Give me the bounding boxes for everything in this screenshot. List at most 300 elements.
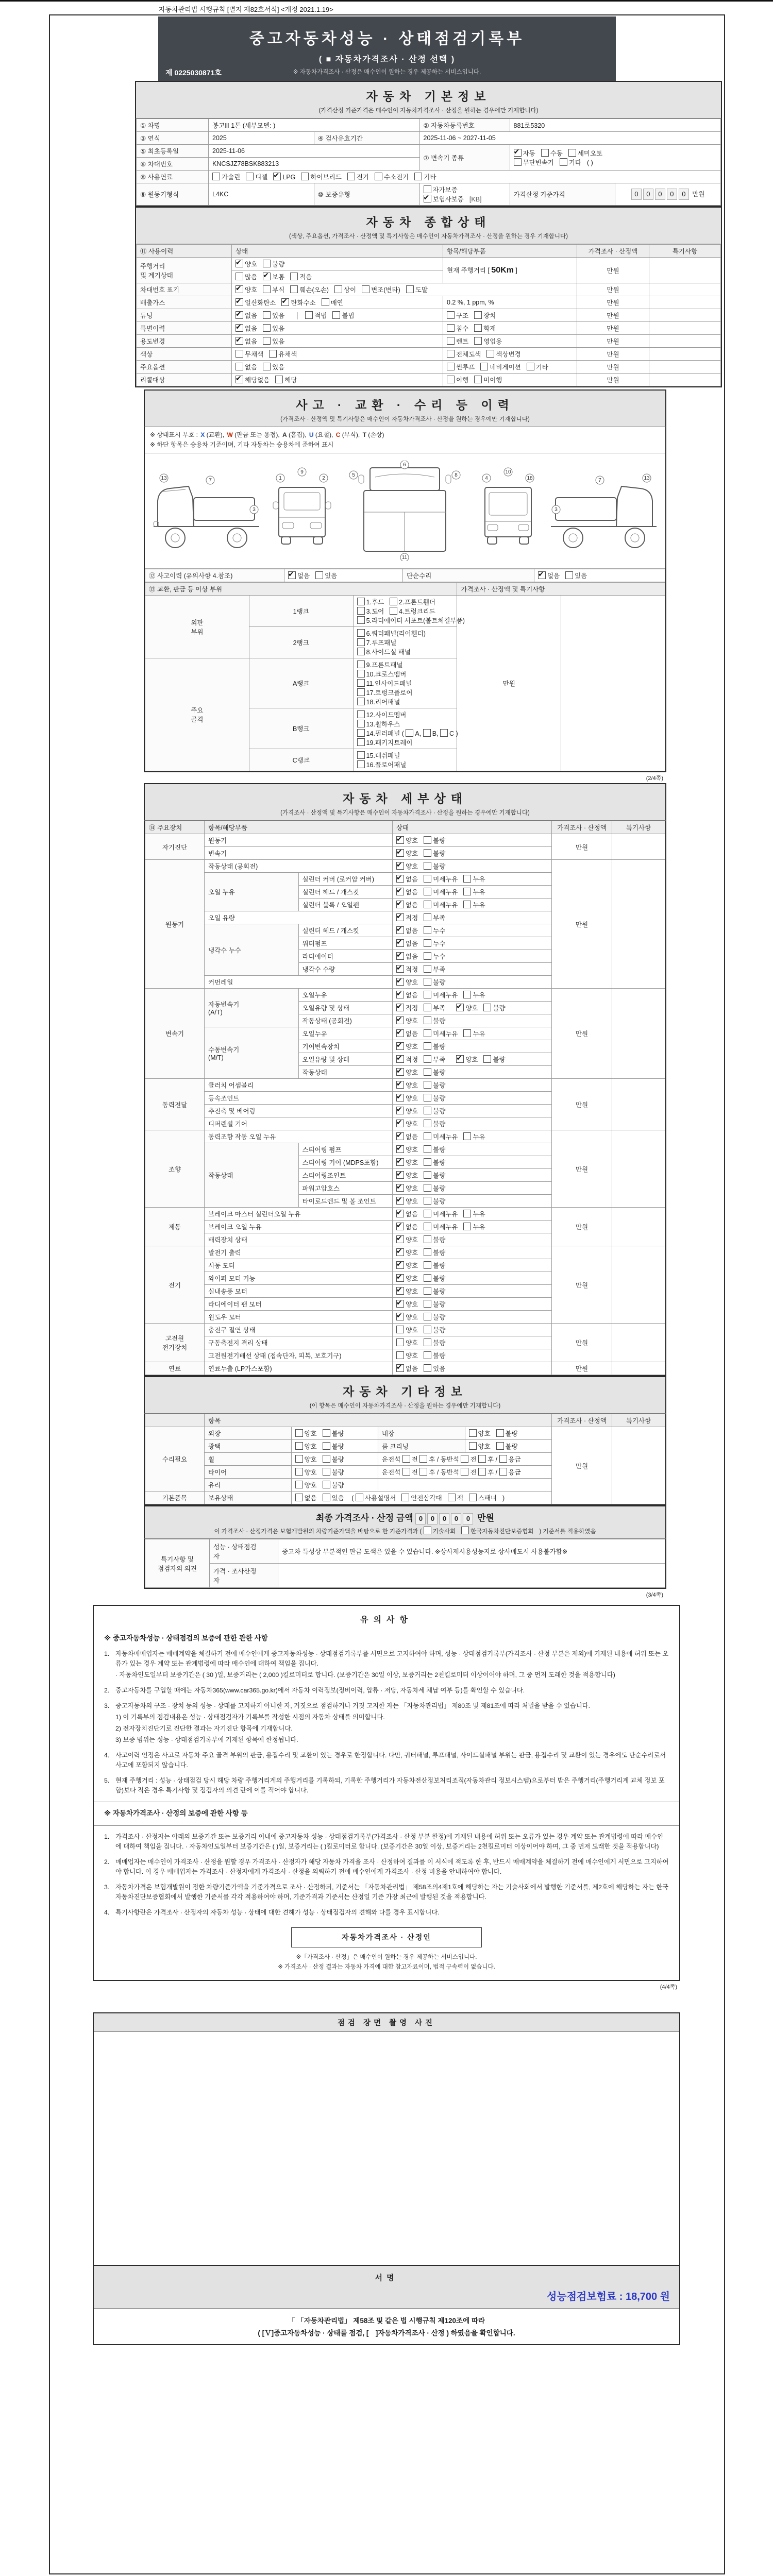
option-label: 썬루프 — [456, 364, 475, 371]
checkbox-양호[interactable] — [396, 1274, 404, 1282]
checkbox-양호[interactable] — [396, 1184, 404, 1192]
option-label: 없음 — [406, 1211, 418, 1218]
checkbox-한국자동차진단보증협회[interactable] — [461, 1527, 469, 1534]
checkbox-양호[interactable] — [396, 1158, 404, 1166]
checkbox-8.사이드실 패널[interactable] — [357, 648, 365, 655]
checkbox-불량[interactable] — [496, 1429, 504, 1437]
damage-remark — [561, 596, 665, 771]
checkbox-적정[interactable] — [396, 1004, 404, 1011]
checkbox-없음[interactable] — [396, 952, 404, 960]
checkbox-부족[interactable] — [424, 965, 431, 973]
checkbox-양호[interactable] — [396, 978, 404, 986]
checkbox-양호[interactable] — [396, 1094, 404, 1101]
checkbox-양호[interactable] — [396, 1287, 404, 1295]
checkbox-일산화탄소[interactable] — [236, 298, 243, 306]
part-8.사이드실 패널 — [357, 647, 411, 656]
checkbox-6.쿼터패널(리어휀더)[interactable] — [357, 629, 365, 637]
checkbox-불량[interactable] — [496, 1442, 504, 1450]
checkbox-4.트렁크리드[interactable] — [390, 607, 397, 615]
damage-title: ⑬ 교환, 판금 등 이상 부위 — [145, 583, 457, 596]
checkbox-전[interactable] — [402, 1468, 410, 1476]
checkbox-기타[interactable] — [527, 363, 534, 370]
checkbox-불량[interactable] — [424, 1068, 431, 1076]
checkbox-침수[interactable] — [447, 324, 455, 332]
checkbox-불량[interactable] — [424, 978, 431, 986]
checkbox-양호[interactable] — [469, 1429, 477, 1437]
checkbox-불량[interactable] — [424, 1184, 431, 1192]
checkbox-렌트[interactable] — [447, 337, 455, 345]
code-letter-W: W — [227, 431, 233, 438]
part-label: 6.쿼터패널(리어휀더) — [366, 630, 426, 637]
checkbox-불량[interactable] — [424, 1197, 431, 1205]
checkbox-양호[interactable] — [469, 1442, 477, 1450]
signer-notes — [104, 1953, 669, 1972]
checkbox-양호[interactable] — [396, 1120, 404, 1127]
checkbox-16.플로어패널[interactable] — [357, 760, 365, 768]
option-변조(변타) — [362, 285, 400, 294]
checkbox-스패너[interactable] — [469, 1494, 477, 1501]
year-value: 2025 — [209, 132, 314, 145]
part-3.도어 — [357, 606, 384, 616]
checkbox-14.필러패널[interactable] — [357, 729, 365, 737]
device-price: 만원 — [552, 989, 612, 1079]
confirmation-statement — [94, 2309, 679, 2344]
option-label: 누유 — [473, 902, 485, 909]
checkbox-부족[interactable] — [424, 1055, 431, 1063]
checkbox-부족[interactable] — [424, 913, 431, 921]
checkbox-양호[interactable] — [295, 1468, 303, 1476]
checkbox-양호[interactable] — [396, 1197, 404, 1205]
device-state — [393, 1130, 552, 1143]
checkbox-무단변속기[interactable] — [514, 158, 522, 166]
option-label: 미세누유 — [433, 1224, 458, 1231]
option-디젤 — [246, 172, 267, 181]
checkbox-없음[interactable] — [396, 1029, 404, 1037]
checkbox-전[interactable] — [461, 1468, 468, 1476]
checkbox-양호[interactable] — [396, 1171, 404, 1179]
option-label: 없음 — [245, 364, 258, 371]
checkbox-불량[interactable] — [424, 849, 431, 857]
checkbox-불량[interactable] — [424, 1235, 431, 1243]
document-frame — [49, 14, 725, 2574]
checkbox-기술사회[interactable] — [424, 1527, 431, 1534]
checkbox-적법[interactable] — [305, 311, 313, 319]
checkbox-해당[interactable] — [275, 376, 283, 383]
checkbox-전기[interactable] — [347, 173, 355, 180]
option-label: 미세누유 — [433, 992, 458, 999]
checkbox-양호[interactable] — [396, 1107, 404, 1114]
checkbox-13.휠하우스[interactable] — [357, 720, 365, 727]
reg-no-label: ② 자동차등록번호 — [419, 119, 510, 132]
checkbox-양호[interactable] — [295, 1455, 303, 1463]
option-양호 — [396, 977, 418, 987]
checkbox-양호[interactable] — [396, 1016, 404, 1024]
checkbox-없음[interactable] — [236, 363, 243, 370]
checkbox-없음[interactable] — [288, 571, 296, 579]
device-state — [393, 1182, 552, 1195]
option-label: 양호 — [406, 1121, 418, 1128]
device-state — [393, 1221, 552, 1233]
checkbox-불량[interactable] — [424, 1171, 431, 1179]
checkbox-3.도어[interactable] — [357, 607, 365, 615]
item-text — [115, 1649, 669, 1680]
checkbox-불량[interactable] — [424, 862, 431, 870]
device-item: 등속조인트 — [205, 1092, 393, 1105]
checkbox-없음[interactable] — [396, 875, 404, 883]
year-label: ③ 연식 — [137, 132, 209, 145]
checkbox-불량[interactable] — [323, 1455, 330, 1463]
insurance-fee: 성능점검보험료 : 18,700 원 — [546, 2291, 670, 2302]
part-label: 3.도어 — [366, 608, 384, 615]
checkbox-기타[interactable] — [414, 173, 422, 180]
checkbox-없음[interactable] — [236, 311, 243, 319]
option-양호 — [396, 1093, 418, 1103]
checkbox-장치[interactable] — [474, 311, 482, 319]
checkbox-양호[interactable] — [236, 285, 243, 293]
wheel-token: 전 — [411, 1469, 420, 1476]
option-누유 — [463, 1222, 485, 1231]
checkbox-없음[interactable] — [295, 1494, 303, 1501]
checkbox-있음[interactable] — [424, 1364, 431, 1372]
checkbox-미세누유[interactable] — [424, 875, 431, 883]
option-양호 — [396, 1248, 418, 1257]
checkbox-양호[interactable] — [396, 1338, 404, 1346]
vehicle-view-side-left — [148, 461, 264, 561]
checkbox-후[interactable] — [478, 1455, 486, 1463]
checkbox-후[interactable] — [419, 1468, 427, 1476]
notice1-item-3 — [104, 1701, 669, 1745]
device-state — [393, 860, 552, 873]
checkbox-후[interactable] — [478, 1468, 486, 1476]
device-group-원동기: 원동기 — [145, 860, 205, 989]
checkbox-있음[interactable] — [323, 1494, 330, 1501]
checkbox-불량[interactable] — [424, 1107, 431, 1114]
checkbox-불량[interactable] — [424, 1338, 431, 1346]
checkbox-양호[interactable] — [396, 849, 404, 857]
notice1-item-2 — [104, 1686, 669, 1696]
option-label: 있음 — [433, 1365, 446, 1372]
part-13.휠하우스 — [357, 719, 400, 728]
checkbox-없음[interactable] — [396, 1364, 404, 1372]
checkbox-미세누유[interactable] — [424, 1029, 431, 1037]
checkbox-5.라디에이터 서포트(볼트체결부품)[interactable] — [357, 616, 365, 624]
option-label: 화재 — [483, 325, 496, 332]
checkbox-11.인사이드패널[interactable] — [357, 679, 365, 687]
checkbox-변조(변타)[interactable] — [362, 285, 369, 293]
checkbox-사용설명서[interactable] — [356, 1494, 363, 1501]
checkbox-부족[interactable] — [424, 1004, 431, 1011]
checkbox-훼손(오손)[interactable] — [290, 285, 298, 293]
checkbox-수소전기[interactable] — [375, 173, 382, 180]
option-세미오토 — [568, 148, 602, 158]
option-양호 — [396, 1338, 418, 1347]
checkbox-이행[interactable] — [447, 376, 455, 383]
etc-label-광택: 광택 — [205, 1440, 292, 1453]
checkbox-잭[interactable] — [448, 1494, 456, 1501]
option-label: 불법 — [342, 312, 355, 319]
option-label: 침수 — [456, 325, 469, 332]
checkbox-상이[interactable] — [334, 285, 342, 293]
checkbox-누유[interactable] — [463, 888, 471, 895]
checkbox-18.리어패널[interactable] — [357, 698, 365, 705]
price-digit: 0 — [667, 189, 677, 200]
checkbox-불량[interactable] — [323, 1468, 330, 1476]
device-item: 추진축 및 베어링 — [205, 1105, 393, 1117]
checkbox-9.프론트패널[interactable] — [357, 660, 365, 668]
option-label: 양호 — [304, 1456, 317, 1463]
option-label: 불량 — [433, 1095, 446, 1102]
page-note: ※ 자동차가격조사 · 산정은 매수인이 원하는 경우 제공하는 서비스입니다. — [293, 69, 481, 75]
checkbox-7.루프패널[interactable] — [357, 638, 365, 646]
checkbox-전[interactable] — [402, 1455, 410, 1463]
vin-value: KNCSJZ78BSK883213 — [209, 158, 420, 171]
checkbox-불량[interactable] — [483, 1055, 491, 1063]
checkbox-누수[interactable] — [424, 952, 431, 960]
checkbox-없음[interactable] — [538, 571, 546, 579]
part-label: 11.인사이드패널 — [366, 680, 412, 687]
checkbox-있음[interactable] — [315, 571, 323, 579]
checkbox-양호[interactable] — [456, 1004, 464, 1011]
option-label: LPG — [282, 174, 296, 181]
diagram-part-number-10 — [504, 468, 512, 476]
checkbox-없음[interactable] — [236, 337, 243, 345]
checkbox-불량[interactable] — [424, 836, 431, 844]
checkbox-양호[interactable] — [396, 1235, 404, 1243]
option-label: 있음 — [331, 1495, 344, 1502]
option-미세누유 — [424, 874, 458, 884]
checkbox-썬루프[interactable] — [447, 363, 455, 370]
row-label-주요옵션: 주요옵션 — [137, 361, 232, 374]
diagram-part-number-13 — [160, 474, 168, 482]
checkbox-있음[interactable] — [263, 311, 271, 319]
checkbox-10.크로스멤버[interactable] — [357, 670, 365, 677]
checkbox-응급[interactable] — [499, 1455, 507, 1463]
checkbox-미세누유[interactable] — [424, 888, 431, 895]
checkbox-불량[interactable] — [424, 1016, 431, 1024]
option-불량 — [323, 1442, 344, 1451]
option-양호 — [396, 1067, 418, 1077]
checkbox-양호[interactable] — [396, 862, 404, 870]
checkbox-디젤[interactable] — [246, 173, 254, 180]
checkbox-15.대쉬패널[interactable] — [357, 751, 365, 759]
checkbox-불량[interactable] — [323, 1442, 330, 1450]
checkbox-있음[interactable] — [263, 324, 271, 332]
checkbox-매연[interactable] — [322, 298, 329, 306]
checkbox-무채색[interactable] — [236, 350, 243, 358]
checkbox-불량[interactable] — [483, 1004, 491, 1011]
part-label: 7.루프패널 — [366, 639, 397, 647]
option-영업용 — [474, 336, 502, 346]
part-label: 12.사이드멤버 — [366, 711, 407, 719]
checkbox-양호[interactable] — [396, 1300, 404, 1308]
checkbox-있음[interactable] — [263, 363, 271, 370]
checkbox-양호[interactable] — [295, 1442, 303, 1450]
checkbox-불량[interactable] — [424, 1248, 431, 1256]
checkbox-19.패키지트레이[interactable] — [357, 738, 365, 746]
checkbox-수동[interactable] — [541, 149, 549, 157]
checkbox-기타[interactable] — [560, 158, 567, 166]
option-누수 — [424, 926, 445, 935]
checkbox-LPG[interactable] — [273, 173, 281, 180]
checkbox-불량[interactable] — [424, 1261, 431, 1269]
checkbox-불량[interactable] — [424, 1287, 431, 1295]
checkbox-없음[interactable] — [396, 939, 404, 947]
checkbox-불량[interactable] — [424, 1145, 431, 1153]
checkbox-불법[interactable] — [332, 311, 340, 319]
checkbox-미세누유[interactable] — [424, 1210, 431, 1217]
checkbox-양호[interactable] — [396, 1326, 404, 1333]
checkbox-누유[interactable] — [463, 1132, 471, 1140]
valid-value: 2025-11-06 ~ 2027-11-05 — [419, 132, 721, 145]
checkbox-누유[interactable] — [463, 901, 471, 908]
checkbox-응급[interactable] — [499, 1468, 507, 1476]
checkbox-화재[interactable] — [474, 324, 482, 332]
checkbox-세미오토[interactable] — [568, 149, 576, 157]
checkbox-없음[interactable] — [396, 926, 404, 934]
checkbox-전체도색[interactable] — [447, 350, 455, 358]
checkbox-적음[interactable] — [290, 273, 298, 280]
checkbox-불량[interactable] — [424, 1158, 431, 1166]
checkbox-없음[interactable] — [396, 888, 404, 895]
checkbox-불량[interactable] — [424, 1120, 431, 1127]
row-label-배출가스: 배출가스 — [137, 296, 232, 309]
checkbox-전[interactable] — [461, 1455, 468, 1463]
option-없음 — [236, 311, 257, 320]
checkbox-자동[interactable] — [514, 149, 522, 157]
checkbox-누유[interactable] — [463, 1223, 471, 1230]
checkbox-가솔린[interactable] — [212, 173, 220, 180]
checkbox-적정[interactable] — [396, 913, 404, 921]
option-누수 — [424, 939, 445, 948]
option-누유 — [463, 887, 485, 896]
checkbox-불량[interactable] — [424, 1326, 431, 1333]
checkbox-양호[interactable] — [456, 1055, 464, 1063]
checkbox-누유[interactable] — [463, 1210, 471, 1217]
checkbox-양호[interactable] — [396, 1081, 404, 1089]
checkbox-적정[interactable] — [396, 965, 404, 973]
checkbox-양호[interactable] — [396, 1248, 404, 1256]
checkbox-1.후드[interactable] — [357, 598, 365, 605]
checkbox-탄화수소[interactable] — [281, 298, 289, 306]
option-없음 — [396, 939, 418, 948]
checkbox-누수[interactable] — [424, 926, 431, 934]
checkbox-해당없음[interactable] — [236, 376, 243, 383]
checkbox-안전삼각대[interactable] — [401, 1494, 409, 1501]
option-불량 — [323, 1454, 344, 1464]
checkbox-누유[interactable] — [463, 991, 471, 998]
checkbox-불량[interactable] — [424, 1042, 431, 1050]
checkbox-양호[interactable] — [396, 1313, 404, 1320]
checkbox-불량[interactable] — [424, 1094, 431, 1101]
checkbox-누수[interactable] — [424, 939, 431, 947]
etc-opts-휠 — [291, 1453, 378, 1466]
checkbox-양호[interactable] — [396, 1068, 404, 1076]
checkbox-2.프론트휀더[interactable] — [390, 598, 397, 605]
checkbox-양호[interactable] — [236, 260, 243, 267]
device-sub-자동변속기(A/T): 자동변속기 (A/T) — [205, 989, 299, 1027]
checkbox-C[interactable] — [440, 729, 448, 737]
checkbox-하이브리드[interactable] — [301, 173, 309, 180]
option-양호 — [396, 1286, 418, 1296]
checkbox-보험사보증[interactable] — [424, 195, 431, 202]
checkbox-양호[interactable] — [396, 1351, 404, 1359]
checkbox-누유[interactable] — [463, 875, 471, 883]
checkbox-네비게이션[interactable] — [480, 363, 488, 370]
checkbox-도말[interactable] — [406, 285, 414, 293]
checkbox-미이행[interactable] — [474, 376, 482, 383]
option-label: 양호 — [304, 1469, 317, 1476]
checkbox-미세누유[interactable] — [424, 901, 431, 908]
checkbox-있음[interactable] — [565, 571, 573, 579]
option-label: 양호 — [406, 1146, 418, 1154]
checkbox-자가보증[interactable] — [424, 185, 431, 193]
option-label: 있음 — [272, 325, 285, 332]
checkbox-보통[interactable] — [263, 273, 271, 280]
checkbox-불량[interactable] — [323, 1429, 330, 1437]
notice2-item-3 — [104, 1883, 669, 1902]
checkbox-양호[interactable] — [396, 1145, 404, 1153]
checkbox-없음[interactable] — [396, 991, 404, 998]
option-있음 — [263, 362, 284, 371]
checkbox-17.트렁크플로어[interactable] — [357, 688, 365, 696]
checkbox-양호[interactable] — [396, 1261, 404, 1269]
option-label: 누유 — [473, 1224, 485, 1231]
checkbox-미세누유[interactable] — [424, 1223, 431, 1230]
checkbox-양호[interactable] — [396, 1042, 404, 1050]
checkbox-A[interactable] — [406, 729, 413, 737]
checkbox-미세누유[interactable] — [424, 1132, 431, 1140]
checkbox-부식[interactable] — [263, 285, 271, 293]
checkbox-불량[interactable] — [424, 1081, 431, 1089]
device-state — [393, 1259, 552, 1272]
checkbox-후[interactable] — [419, 1455, 427, 1463]
checkbox-불량[interactable] — [323, 1481, 330, 1488]
checkbox-양호[interactable] — [295, 1429, 303, 1437]
checkbox-영업용[interactable] — [474, 337, 482, 345]
checkbox-불량[interactable] — [424, 1351, 431, 1359]
checkbox-미세누유[interactable] — [424, 991, 431, 998]
device-remark — [612, 1130, 665, 1208]
checkbox-누유[interactable] — [463, 1029, 471, 1037]
checkbox-있음[interactable] — [263, 337, 271, 345]
checkbox-불량[interactable] — [263, 260, 271, 267]
checkbox-없음[interactable] — [396, 1223, 404, 1230]
damage-rank-1랭크: 1랭크 — [249, 596, 353, 627]
checkbox-색상변경[interactable] — [486, 350, 494, 358]
checkbox-유채색[interactable] — [269, 350, 277, 358]
checkbox-불량[interactable] — [424, 1300, 431, 1308]
price-digit: 0 — [631, 189, 642, 200]
checkbox-불량[interactable] — [424, 1313, 431, 1320]
checkbox-양호[interactable] — [295, 1481, 303, 1488]
checkbox-없음[interactable] — [396, 901, 404, 908]
checkbox-양호[interactable] — [396, 836, 404, 844]
checkbox-적정[interactable] — [396, 1055, 404, 1063]
final-price-digit: 0 — [451, 1513, 461, 1524]
checkbox-없음[interactable] — [396, 1132, 404, 1140]
wheel-positions — [378, 1453, 552, 1466]
checkbox-12.사이드멤버[interactable] — [357, 710, 365, 718]
checkbox-불량[interactable] — [424, 1274, 431, 1282]
checkbox-B[interactable] — [423, 729, 431, 737]
checkbox-구조[interactable] — [447, 311, 455, 319]
diagram-part-number-4 — [482, 474, 491, 482]
option-불량 — [424, 1286, 445, 1296]
checkbox-없음[interactable] — [396, 1210, 404, 1217]
checkbox-많음[interactable] — [236, 273, 243, 280]
option-label: 미세누유 — [433, 889, 458, 896]
checkbox-없음[interactable] — [236, 324, 243, 332]
